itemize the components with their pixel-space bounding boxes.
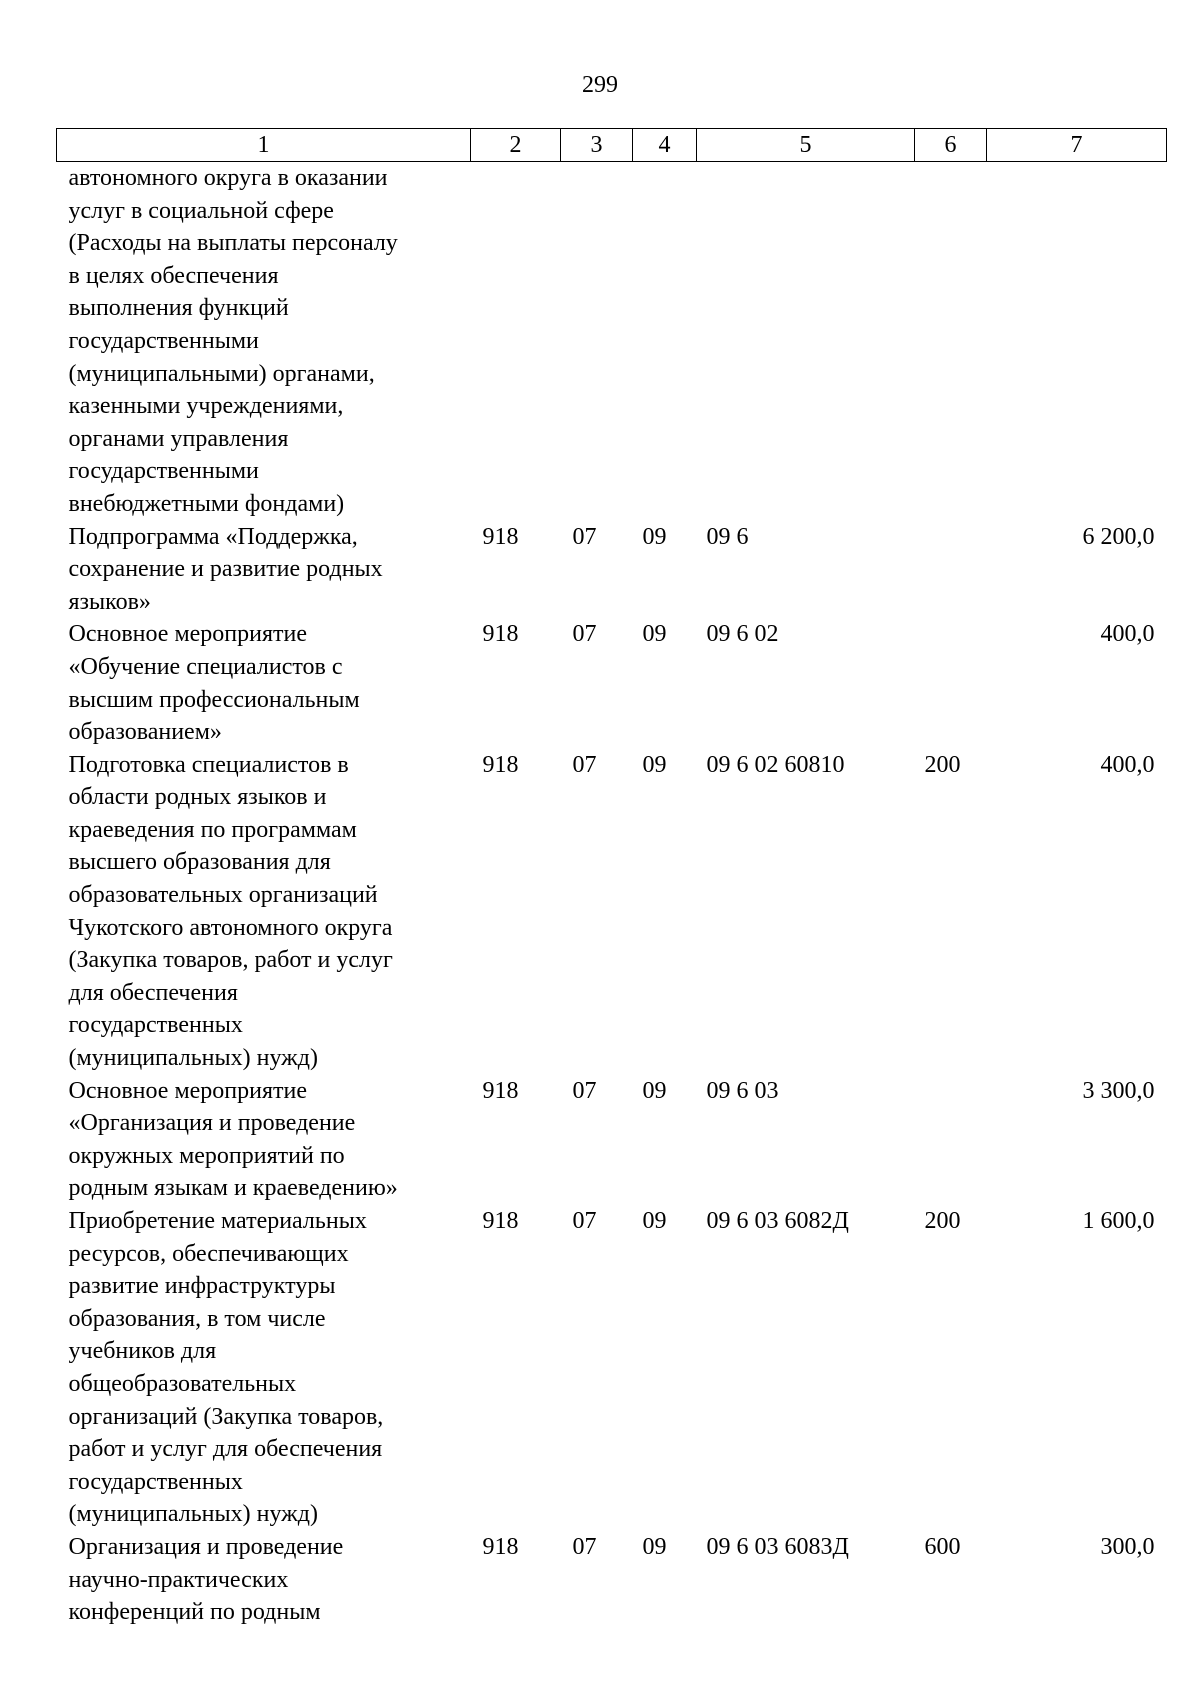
subsection-code-cell: 09 xyxy=(642,1077,667,1104)
amount-cell: 1 600,0 xyxy=(1082,1208,1155,1234)
row-name-line: ресурсов, обеспечивающих xyxy=(68,1240,349,1267)
table-row xyxy=(57,162,1167,521)
row-name-line: выполнения функций xyxy=(68,295,289,322)
table-row xyxy=(57,1205,1167,1531)
row-name-line: Подпрограмма «Поддержка, xyxy=(68,523,358,550)
row-name-line: государственных xyxy=(68,1012,243,1039)
row-name-line: учебников для xyxy=(68,1338,217,1365)
ministry-code-cell: 918 xyxy=(482,523,519,550)
section-code-cell: 07 xyxy=(572,1208,597,1234)
row-name-line: образованием» xyxy=(68,719,222,746)
row-name-line: «Обучение специалистов с xyxy=(68,653,343,680)
row-name-line: услуг в социальной сфере xyxy=(68,197,334,224)
amount-cell: 300,0 xyxy=(1100,1533,1155,1560)
row-name-line: общеобразовательных xyxy=(68,1370,297,1397)
table-body xyxy=(57,162,1167,1629)
ministry-code-cell: 918 xyxy=(482,1208,519,1234)
row-name-line: высшим профессиональным xyxy=(68,686,360,713)
row-name-cell xyxy=(57,162,471,521)
subsection-code-cell: 09 xyxy=(642,1533,667,1560)
subsection-code-cell: 09 xyxy=(642,621,667,648)
expense-type-cell xyxy=(915,162,987,521)
ministry-code-cell: 918 xyxy=(482,1533,519,1560)
expense-type-cell: 600 xyxy=(924,1533,961,1560)
target-article-cell: 09 6 03 6083Д xyxy=(706,1533,849,1560)
row-name-line: Подготовка специалистов в xyxy=(68,751,349,778)
row-name-line: Основное мероприятие xyxy=(68,1077,307,1104)
column-header-7: 7 xyxy=(987,129,1167,162)
row-name-line: окружных мероприятий по xyxy=(68,1142,345,1169)
row-name-cell xyxy=(57,749,471,1075)
target-article-cell: 09 6 03 xyxy=(706,1077,779,1104)
row-name-line: автономного округа в оказании xyxy=(68,165,388,191)
row-name-line: внебюджетными фондами) xyxy=(68,490,345,517)
row-name-line: государственными xyxy=(68,458,259,485)
row-name-line: Чукотского автономного округа xyxy=(68,914,393,941)
target-article-cell xyxy=(697,162,915,521)
row-name-line: работ и услуг для обеспечения xyxy=(68,1436,383,1463)
budget-table-container xyxy=(56,128,1166,1629)
expense-type-cell xyxy=(915,521,987,619)
expense-type-cell: 200 xyxy=(924,751,961,778)
row-name-line: образовательных организаций xyxy=(68,882,378,909)
expense-type-cell: 200 xyxy=(924,1208,961,1234)
column-header-6: 6 xyxy=(915,129,987,162)
row-name-line: научно-практических xyxy=(68,1566,289,1593)
row-name-line: «Организация и проведение xyxy=(68,1110,356,1137)
row-name-line: для обеспечения xyxy=(68,979,238,1006)
subsection-code-cell: 09 xyxy=(642,523,667,550)
ministry-code-cell: 918 xyxy=(482,1077,519,1104)
row-name-line: (муниципальных) нужд) xyxy=(68,1501,318,1528)
section-code-cell: 07 xyxy=(572,621,597,648)
ministry-code-cell xyxy=(471,162,561,521)
table-row xyxy=(57,618,1167,748)
row-name-line: (Расходы на выплаты персоналу xyxy=(68,230,398,257)
row-name-cell xyxy=(57,521,471,619)
table-row xyxy=(57,1531,1167,1629)
table-row xyxy=(57,749,1167,1075)
table-header-row xyxy=(57,129,1167,162)
row-name-line: Приобретение материальных xyxy=(68,1208,367,1234)
table-row xyxy=(57,521,1167,619)
row-name-cell xyxy=(57,618,471,748)
ministry-code-cell: 918 xyxy=(482,621,519,648)
amount-cell: 3 300,0 xyxy=(1082,1077,1155,1104)
row-name-line: образования, в том числе xyxy=(68,1305,326,1332)
row-name-line: государственных xyxy=(68,1468,243,1495)
subsection-code-cell: 09 xyxy=(642,1208,667,1234)
row-name-line: органами управления xyxy=(68,425,289,452)
subsection-code-cell xyxy=(633,162,697,521)
target-article-cell: 09 6 02 60810 xyxy=(706,751,845,778)
column-header-3: 3 xyxy=(561,129,633,162)
row-name-line: Организация и проведение xyxy=(68,1533,344,1560)
row-name-line: в целях обеспечения xyxy=(68,262,279,289)
section-code-cell: 07 xyxy=(572,1077,597,1104)
target-article-cell: 09 6 02 xyxy=(706,621,779,648)
amount-cell: 400,0 xyxy=(1100,621,1155,648)
row-name-line: языков» xyxy=(68,588,151,615)
ministry-code-cell: 918 xyxy=(482,751,519,778)
row-name-cell xyxy=(57,1075,471,1205)
row-name-line: (Закупка товаров, работ и услуг xyxy=(68,947,393,974)
row-name-line: области родных языков и xyxy=(68,784,327,811)
column-header-2: 2 xyxy=(471,129,561,162)
row-name-line: высшего образования для xyxy=(68,849,331,876)
row-name-line: краеведения по программам xyxy=(68,816,357,843)
column-header-1: 1 xyxy=(57,129,471,162)
subsection-code-cell: 09 xyxy=(642,751,667,778)
target-article-cell: 09 6 03 6082Д xyxy=(706,1208,849,1234)
row-name-line: сохранение и развитие родных xyxy=(68,556,383,583)
row-name-line: (муниципальными) органами, xyxy=(68,360,375,387)
row-name-cell xyxy=(57,1531,471,1629)
row-name-line: конференций по родным xyxy=(68,1599,321,1626)
row-name-line: казенными учреждениями, xyxy=(68,393,344,420)
section-code-cell xyxy=(561,162,633,521)
section-code-cell: 07 xyxy=(572,751,597,778)
expense-type-cell xyxy=(915,618,987,748)
row-name-line: развитие инфраструктуры xyxy=(68,1273,336,1300)
row-name-line: государственными xyxy=(68,327,259,354)
amount-cell: 6 200,0 xyxy=(1082,523,1155,550)
row-name-line: родным языкам и краеведению» xyxy=(68,1175,398,1202)
row-name-line: (муниципальных) нужд) xyxy=(68,1045,318,1072)
section-code-cell: 07 xyxy=(572,523,597,550)
table-row xyxy=(57,1075,1167,1205)
column-header-4: 4 xyxy=(633,129,697,162)
target-article-cell: 09 6 xyxy=(706,523,749,550)
amount-cell xyxy=(987,162,1167,521)
row-name-cell xyxy=(57,1205,471,1531)
section-code-cell: 07 xyxy=(572,1533,597,1560)
row-name-line: организаций (Закупка товаров, xyxy=(68,1403,384,1430)
amount-cell: 400,0 xyxy=(1100,751,1155,778)
expense-type-cell xyxy=(915,1075,987,1205)
row-name-line: Основное мероприятие xyxy=(68,621,307,648)
column-header-5: 5 xyxy=(697,129,915,162)
page-number: 299 xyxy=(582,72,618,98)
budget-table xyxy=(56,128,1167,1629)
